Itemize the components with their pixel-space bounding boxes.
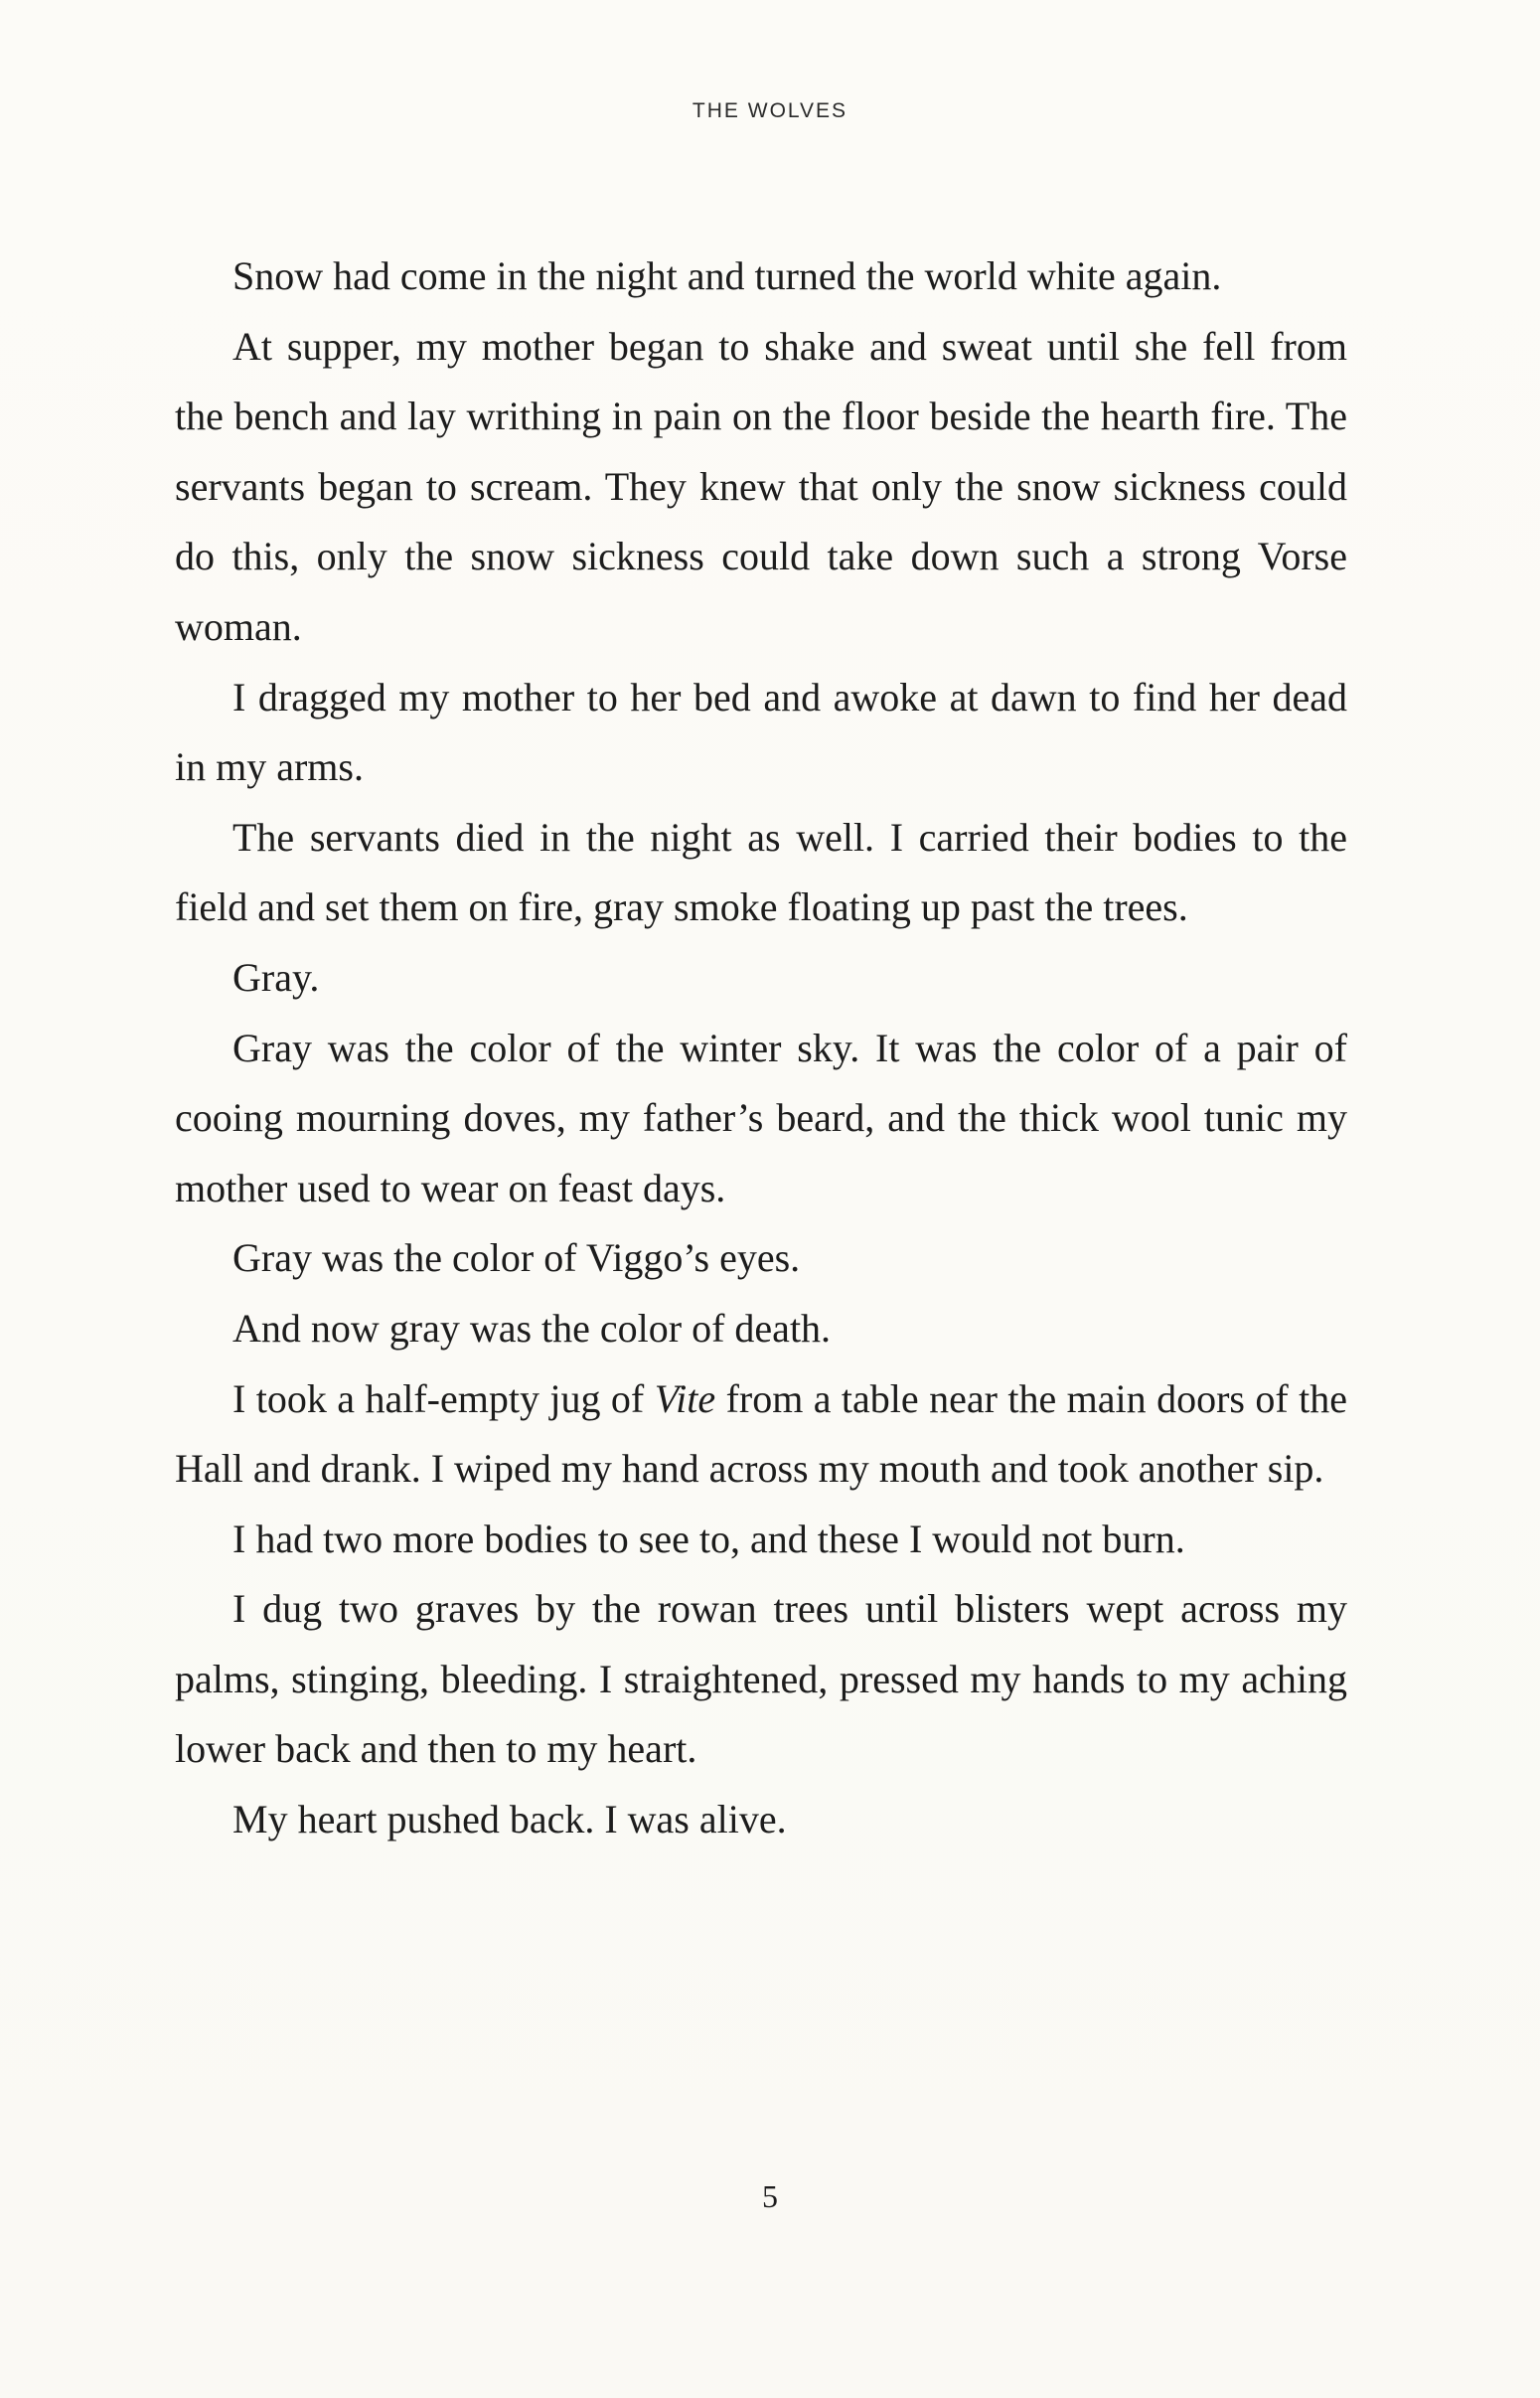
running-head: THE WOLVES <box>692 99 848 122</box>
paragraph: My heart pushed back. I was alive. <box>232 1797 787 1842</box>
text-run: I took a half-empty jug of <box>232 1375 655 1421</box>
italic-word: Vite <box>654 1375 716 1421</box>
paragraph: And now gray was the color of death. <box>232 1305 832 1351</box>
paragraph: I had two more bodies to see to, and these I would not burn. <box>232 1516 1185 1561</box>
paragraph: Gray was the color of Viggo’s eyes. <box>232 1235 801 1281</box>
paragraph: Snow had come in the night and turned the world white again. <box>232 253 1222 298</box>
page-number: 5 <box>762 2178 778 2214</box>
paragraph <box>175 1364 1347 1505</box>
paragraph: I dragged my mother to her bed and awoke at dawn to find her dead in my arms. <box>175 674 1347 790</box>
paragraph: At supper, my mother began to shake and sweat until she fell from the bench and lay writhing in pain on the floor beside the hearth fire. The servants began to scream. They knew that only the snow sickness could do this, only the snow sickness could take down such a strong Vorse woman. <box>175 323 1347 649</box>
text-run: from a table near the main doors of the Hall and drank. I wiped my hand across my mouth and took another sip. <box>175 1375 1347 1492</box>
paragraph: I dug two graves by the rowan trees until blisters wept across my palms, stinging, bleeding. I straightened, pressed my hands to my aching lower back and then to my heart. <box>175 1586 1347 1772</box>
paragraph: Gray was the color of the winter sky. It was the color of a pair of cooing mourning doves, my father’s beard, and the thick wool tunic my mother used to wear on feast days. <box>175 1025 1347 1210</box>
paragraph: The servants died in the night as well. I carried their bodies to the field and set them on fire, gray smoke floating up past the trees. <box>175 814 1347 930</box>
paragraph: Gray. <box>232 954 320 1000</box>
body-text <box>175 241 1347 1855</box>
